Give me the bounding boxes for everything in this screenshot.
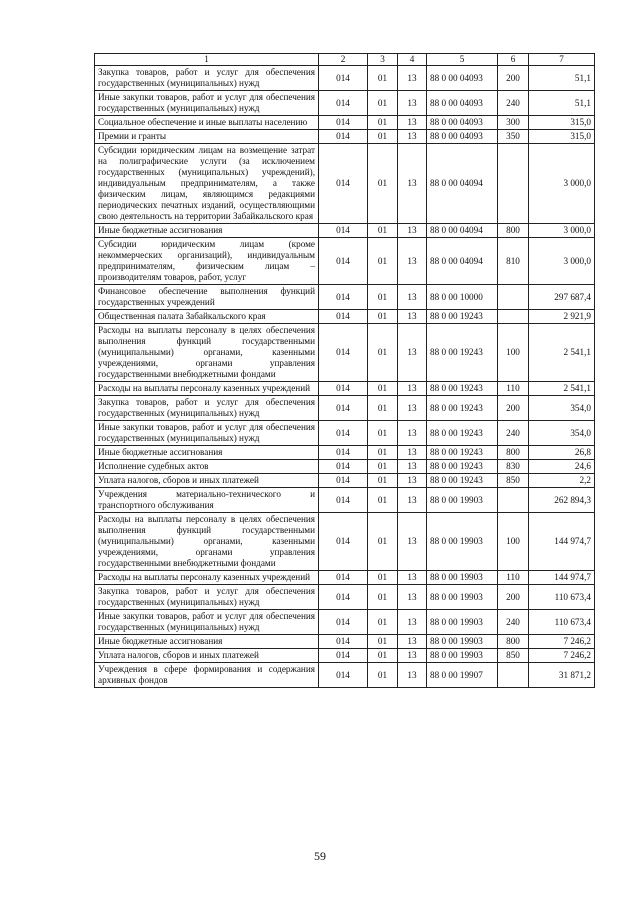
row-section-code: 01 [368, 585, 398, 610]
header-cell: 6 [498, 54, 529, 66]
table-row [95, 571, 595, 585]
row-section-code: 01 [368, 474, 398, 488]
row-ministry-code: 014 [319, 116, 368, 130]
row-ministry-code: 014 [319, 224, 368, 238]
row-name: Иные закупки товаров, работ и услуг для обеспечения государственных (муниципальных) нужд [95, 610, 319, 635]
row-target-article: 88 0 00 19903 [427, 649, 498, 663]
header-cell: 1 [95, 54, 319, 66]
row-name: Расходы на выплаты персоналу казенных учреждений [95, 571, 319, 585]
row-amount: 262 894,3 [529, 488, 595, 513]
row-target-article: 88 0 00 04094 [427, 144, 498, 224]
row-target-article: 88 0 00 04093 [427, 116, 498, 130]
table-row [95, 91, 595, 116]
row-subsection-code: 13 [398, 571, 427, 585]
row-section-code: 01 [368, 396, 398, 421]
header-cell: 7 [529, 54, 595, 66]
table-row [95, 238, 595, 285]
row-section-code: 01 [368, 649, 398, 663]
row-section-code: 01 [368, 285, 398, 310]
row-section-code: 01 [368, 663, 398, 688]
row-name: Уплата налогов, сборов и иных платежей [95, 649, 319, 663]
row-ministry-code: 014 [319, 488, 368, 513]
row-expense-type: 240 [498, 91, 529, 116]
table-row [95, 324, 595, 382]
row-name: Финансовое обеспечение выполнения функций государственных учреждений [95, 285, 319, 310]
row-expense-type: 110 [498, 571, 529, 585]
row-target-article: 88 0 00 04093 [427, 91, 498, 116]
row-amount: 26,8 [529, 446, 595, 460]
row-subsection-code: 13 [398, 421, 427, 446]
row-name: Расходы на выплаты персоналу в целях обеспечения выполнения функций государственными (муниципальными) органами, казенными учреждениями, органами управления государственными внебюджетными фондами [95, 513, 319, 571]
row-amount: 315,0 [529, 116, 595, 130]
row-subsection-code: 13 [398, 310, 427, 324]
table-row [95, 649, 595, 663]
row-subsection-code: 13 [398, 396, 427, 421]
row-name: Иные закупки товаров, работ и услуг для обеспечения государственных (муниципальных) нужд [95, 91, 319, 116]
row-target-article: 88 0 00 19243 [427, 446, 498, 460]
row-target-article: 88 0 00 19243 [427, 310, 498, 324]
table-row [95, 446, 595, 460]
table-header-row [95, 54, 595, 66]
row-target-article: 88 0 00 19243 [427, 421, 498, 446]
row-target-article: 88 0 00 19903 [427, 571, 498, 585]
row-expense-type: 850 [498, 474, 529, 488]
row-target-article: 88 0 00 19903 [427, 513, 498, 571]
row-expense-type: 200 [498, 585, 529, 610]
row-subsection-code: 13 [398, 130, 427, 144]
row-subsection-code: 13 [398, 446, 427, 460]
row-section-code: 01 [368, 421, 398, 446]
row-expense-type: 800 [498, 224, 529, 238]
row-section-code: 01 [368, 91, 398, 116]
row-subsection-code: 13 [398, 144, 427, 224]
row-amount: 2 541,1 [529, 382, 595, 396]
document-page [94, 53, 594, 688]
row-subsection-code: 13 [398, 649, 427, 663]
row-ministry-code: 014 [319, 663, 368, 688]
row-ministry-code: 014 [319, 446, 368, 460]
row-ministry-code: 014 [319, 635, 368, 649]
table-row [95, 130, 595, 144]
row-name: Социальное обеспечение и иные выплаты населению [95, 116, 319, 130]
row-ministry-code: 014 [319, 238, 368, 285]
row-subsection-code: 13 [398, 488, 427, 513]
row-ministry-code: 014 [319, 91, 368, 116]
row-name: Закупка товаров, работ и услуг для обеспечения государственных (муниципальных) нужд [95, 585, 319, 610]
table-row [95, 285, 595, 310]
row-ministry-code: 014 [319, 610, 368, 635]
row-amount: 110 673,4 [529, 585, 595, 610]
row-expense-type: 810 [498, 238, 529, 285]
row-ministry-code: 014 [319, 66, 368, 91]
table-row [95, 663, 595, 688]
row-expense-type [498, 663, 529, 688]
row-target-article: 88 0 00 19243 [427, 474, 498, 488]
row-name: Иные бюджетные ассигнования [95, 224, 319, 238]
row-target-article: 88 0 00 04093 [427, 130, 498, 144]
row-section-code: 01 [368, 66, 398, 91]
row-subsection-code: 13 [398, 663, 427, 688]
row-section-code: 01 [368, 382, 398, 396]
row-amount: 354,0 [529, 421, 595, 446]
row-expense-type: 100 [498, 513, 529, 571]
row-ministry-code: 014 [319, 513, 368, 571]
row-name: Исполнение судебных актов [95, 460, 319, 474]
row-expense-type: 240 [498, 610, 529, 635]
row-name: Закупка товаров, работ и услуг для обеспечения государственных (муниципальных) нужд [95, 66, 319, 91]
table-row [95, 396, 595, 421]
header-cell: 4 [398, 54, 427, 66]
table-row [95, 513, 595, 571]
row-subsection-code: 13 [398, 116, 427, 130]
row-name: Уплата налогов, сборов и иных платежей [95, 474, 319, 488]
row-ministry-code: 014 [319, 474, 368, 488]
row-subsection-code: 13 [398, 382, 427, 396]
row-target-article: 88 0 00 19243 [427, 324, 498, 382]
row-ministry-code: 014 [319, 310, 368, 324]
row-amount: 51,1 [529, 66, 595, 91]
row-expense-type: 800 [498, 635, 529, 649]
row-expense-type: 300 [498, 116, 529, 130]
row-name: Субсидии юридическим лицам на возмещение затрат на полиграфические услуги (за исключением государственных (муниципальных) учреждений), индивидуальным предпринимателям, а также физическим лицам, являющимся редакциями периодических печатных изданий, осуществляющими свою деятельность на территории Забайкальского края [95, 144, 319, 224]
row-subsection-code: 13 [398, 224, 427, 238]
row-section-code: 01 [368, 513, 398, 571]
row-ministry-code: 014 [319, 396, 368, 421]
row-section-code: 01 [368, 116, 398, 130]
table-row [95, 116, 595, 130]
table-row [95, 585, 595, 610]
table-row [95, 421, 595, 446]
row-target-article: 88 0 00 04094 [427, 224, 498, 238]
row-name: Субсидии юридическим лицам (кроме некоммерческих организаций), индивидуальным предпринимателям, физическим лицам – производителям товаров, работ, услуг [95, 238, 319, 285]
row-name: Расходы на выплаты персоналу в целях обеспечения выполнения функций государственными (муниципальными) органами, казенными учреждениями, органами управления государственными внебюджетными фондами [95, 324, 319, 382]
row-subsection-code: 13 [398, 91, 427, 116]
table-row [95, 635, 595, 649]
row-amount: 51,1 [529, 91, 595, 116]
table-row [95, 460, 595, 474]
row-name: Иные бюджетные ассигнования [95, 446, 319, 460]
row-target-article: 88 0 00 19903 [427, 610, 498, 635]
row-name: Учреждения материально-технического и транспортного обслуживания [95, 488, 319, 513]
row-ministry-code: 014 [319, 324, 368, 382]
row-amount: 31 871,2 [529, 663, 595, 688]
row-section-code: 01 [368, 144, 398, 224]
row-ministry-code: 014 [319, 421, 368, 446]
row-ministry-code: 014 [319, 571, 368, 585]
row-amount: 3 000,0 [529, 144, 595, 224]
row-amount: 24,6 [529, 460, 595, 474]
row-subsection-code: 13 [398, 610, 427, 635]
table-row [95, 144, 595, 224]
row-ministry-code: 014 [319, 649, 368, 663]
page-number: 59 [314, 849, 326, 863]
header-cell: 5 [427, 54, 498, 66]
row-amount: 110 673,4 [529, 610, 595, 635]
row-expense-type [498, 310, 529, 324]
row-section-code: 01 [368, 460, 398, 474]
header-cell: 3 [368, 54, 398, 66]
row-expense-type: 850 [498, 649, 529, 663]
row-section-code: 01 [368, 238, 398, 285]
row-target-article: 88 0 00 04094 [427, 238, 498, 285]
row-amount: 2 921,9 [529, 310, 595, 324]
row-name: Премии и гранты [95, 130, 319, 144]
row-expense-type [498, 285, 529, 310]
row-ministry-code: 014 [319, 460, 368, 474]
row-name: Общественная палата Забайкальского края [95, 310, 319, 324]
row-subsection-code: 13 [398, 66, 427, 91]
row-target-article: 88 0 00 19903 [427, 635, 498, 649]
table-row [95, 610, 595, 635]
row-section-code: 01 [368, 224, 398, 238]
row-target-article: 88 0 00 10000 [427, 285, 498, 310]
row-amount: 2,2 [529, 474, 595, 488]
row-amount: 315,0 [529, 130, 595, 144]
row-expense-type: 830 [498, 460, 529, 474]
row-section-code: 01 [368, 610, 398, 635]
row-name: Иные закупки товаров, работ и услуг для обеспечения государственных (муниципальных) нужд [95, 421, 319, 446]
row-name: Иные бюджетные ассигнования [95, 635, 319, 649]
row-expense-type [498, 144, 529, 224]
row-name: Закупка товаров, работ и услуг для обеспечения государственных (муниципальных) нужд [95, 396, 319, 421]
row-amount: 144 974,7 [529, 571, 595, 585]
row-amount: 7 246,2 [529, 635, 595, 649]
row-ministry-code: 014 [319, 285, 368, 310]
row-target-article: 88 0 00 19907 [427, 663, 498, 688]
row-expense-type: 350 [498, 130, 529, 144]
row-expense-type: 100 [498, 324, 529, 382]
row-section-code: 01 [368, 324, 398, 382]
row-target-article: 88 0 00 19243 [427, 460, 498, 474]
row-subsection-code: 13 [398, 474, 427, 488]
row-target-article: 88 0 00 19243 [427, 396, 498, 421]
row-name: Расходы на выплаты персоналу казенных учреждений [95, 382, 319, 396]
row-ministry-code: 014 [319, 585, 368, 610]
budget-table [94, 53, 595, 688]
row-subsection-code: 13 [398, 285, 427, 310]
header-cell: 2 [319, 54, 368, 66]
row-amount: 2 541,1 [529, 324, 595, 382]
row-target-article: 88 0 00 19903 [427, 585, 498, 610]
row-subsection-code: 13 [398, 238, 427, 285]
row-amount: 297 687,4 [529, 285, 595, 310]
row-subsection-code: 13 [398, 324, 427, 382]
row-subsection-code: 13 [398, 635, 427, 649]
row-section-code: 01 [368, 130, 398, 144]
row-amount: 7 246,2 [529, 649, 595, 663]
row-expense-type: 200 [498, 66, 529, 91]
row-amount: 3 000,0 [529, 224, 595, 238]
row-ministry-code: 014 [319, 144, 368, 224]
row-ministry-code: 014 [319, 382, 368, 396]
row-expense-type [498, 488, 529, 513]
row-expense-type: 200 [498, 396, 529, 421]
row-name: Учреждения в сфере формирования и содержания архивных фондов [95, 663, 319, 688]
table-row [95, 474, 595, 488]
row-section-code: 01 [368, 635, 398, 649]
row-amount: 3 000,0 [529, 238, 595, 285]
row-expense-type: 240 [498, 421, 529, 446]
row-section-code: 01 [368, 571, 398, 585]
row-subsection-code: 13 [398, 460, 427, 474]
row-expense-type: 800 [498, 446, 529, 460]
row-section-code: 01 [368, 446, 398, 460]
table-row [95, 310, 595, 324]
row-amount: 354,0 [529, 396, 595, 421]
row-amount: 144 974,7 [529, 513, 595, 571]
row-ministry-code: 014 [319, 130, 368, 144]
row-section-code: 01 [368, 488, 398, 513]
table-row [95, 382, 595, 396]
row-target-article: 88 0 00 19903 [427, 488, 498, 513]
row-expense-type: 110 [498, 382, 529, 396]
row-target-article: 88 0 00 04093 [427, 66, 498, 91]
row-section-code: 01 [368, 310, 398, 324]
row-target-article: 88 0 00 19243 [427, 382, 498, 396]
row-subsection-code: 13 [398, 585, 427, 610]
table-row [95, 224, 595, 238]
table-row [95, 488, 595, 513]
table-row [95, 66, 595, 91]
row-subsection-code: 13 [398, 513, 427, 571]
